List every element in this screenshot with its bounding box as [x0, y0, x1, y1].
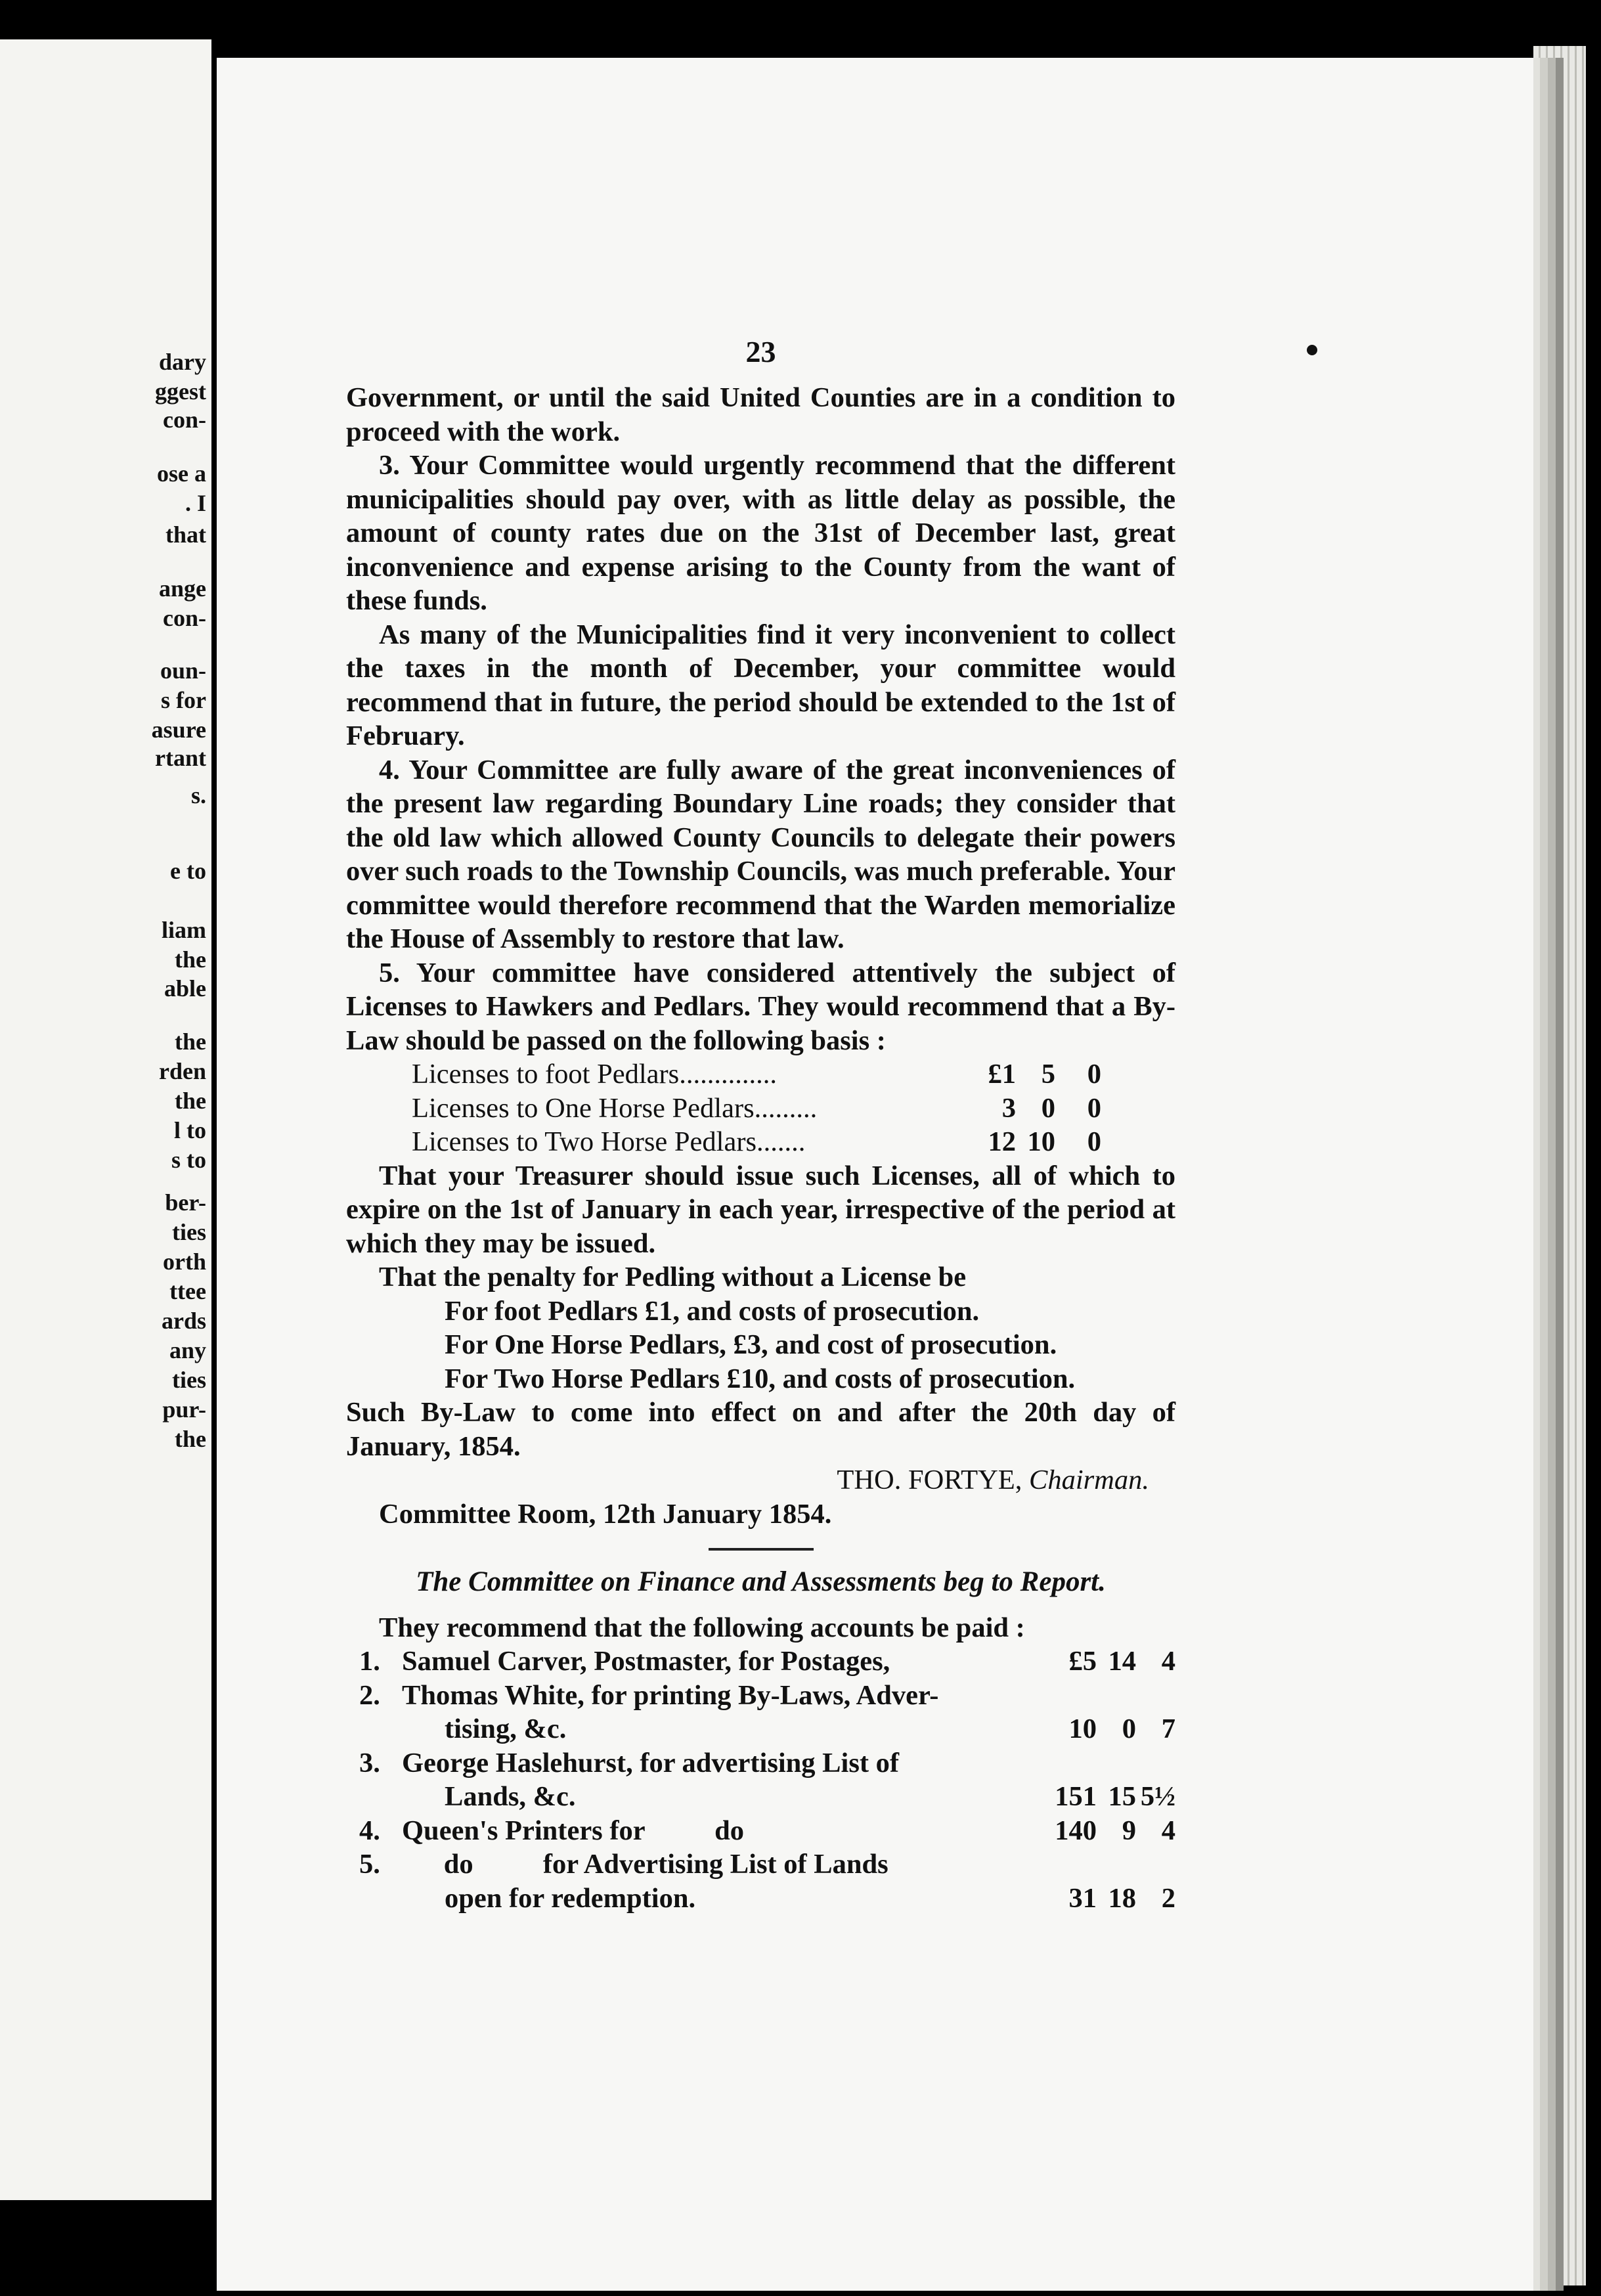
license-label: Licenses to Two Horse Pedlars.......: [412, 1126, 806, 1157]
left-page-fragment: con-: [163, 407, 206, 433]
page-number: 23: [745, 335, 776, 368]
account-pounds: £5: [1068, 1646, 1097, 1677]
account-description: George Haslehurst, for advertising List of: [402, 1747, 900, 1778]
finance-intro: They recommend that the following accounts be paid :: [379, 1612, 1025, 1643]
left-page-fragment: s.: [190, 782, 206, 808]
left-page-fragment: rtant: [155, 745, 206, 771]
account-pence: 5½: [1140, 1781, 1175, 1812]
account-pounds: 31: [1068, 1882, 1097, 1914]
account-item-continued: [346, 1780, 1175, 1814]
left-page-fragment: e to: [170, 858, 206, 884]
left-page-fragment: l to: [174, 1117, 206, 1143]
account-item-continued: [346, 1882, 1175, 1916]
left-page: [0, 39, 211, 2200]
bylaw-effect: Such By-Law to come into effect on and after the 20th day of January, 1854.: [346, 1397, 1175, 1462]
left-page-fragment: pur-: [162, 1396, 206, 1423]
signature-name: THO. FORTYE,: [837, 1465, 1022, 1495]
committee-room-date: Committee Room, 12th January 1854.: [379, 1498, 832, 1530]
left-page-fragment: ttee: [169, 1278, 206, 1304]
left-page-fragment: the: [175, 1426, 206, 1452]
account-number: 1.: [359, 1646, 380, 1677]
account-pence: 4: [1161, 1815, 1175, 1846]
account-shillings: 9: [1122, 1815, 1136, 1846]
account-description: Queen's Printers for do: [402, 1815, 744, 1846]
account-pence: 7: [1161, 1713, 1175, 1744]
signature: [346, 1463, 1175, 1497]
account-shillings: 0: [1122, 1713, 1136, 1744]
left-page-fragment: able: [164, 975, 206, 1002]
section-divider: [709, 1548, 814, 1551]
license-pounds: 12: [988, 1126, 1016, 1157]
license-row: [346, 1092, 1175, 1126]
license-pence: 0: [1087, 1092, 1101, 1124]
account-shillings: 15: [1108, 1781, 1136, 1812]
left-page-fragment: oun-: [160, 657, 206, 684]
left-page-fragment: ose a: [157, 460, 206, 487]
penalty-line: For foot Pedlars £1, and costs of prosecution.: [445, 1295, 980, 1327]
account-shillings: 14: [1108, 1646, 1136, 1677]
license-pounds: £1: [988, 1059, 1016, 1090]
account-pounds: 151: [1055, 1781, 1097, 1812]
left-page-fragment: asure: [151, 717, 206, 743]
left-page-fragment: s for: [161, 687, 206, 713]
account-description: Thomas White, for printing By-Laws, Adver-: [402, 1679, 939, 1711]
paragraph-municipalities: As many of the Municipalities find it very inconvenient to collect the taxes in the month of December, your committee would recommend that in future, the period should be extended to the 1st of February.: [346, 619, 1175, 751]
account-number: 5.: [359, 1849, 380, 1880]
license-row: [346, 1057, 1175, 1092]
account-description: Samuel Carver, Postmaster, for Postages,: [402, 1646, 890, 1677]
penalty-line: For Two Horse Pedlars £10, and costs of prosecution.: [445, 1363, 1076, 1394]
account-item: [346, 1679, 1175, 1713]
account-description: tising, &c.: [445, 1713, 567, 1744]
signature-title: Chairman.: [1028, 1465, 1149, 1495]
account-description: Lands, &c.: [445, 1781, 576, 1812]
license-shillings: 0: [1041, 1092, 1055, 1124]
account-number: 2.: [359, 1679, 380, 1711]
left-page-fragment: ties: [172, 1219, 206, 1245]
left-page-fragment: any: [169, 1337, 206, 1363]
account-item: [346, 1847, 1175, 1882]
account-shillings: 18: [1108, 1882, 1136, 1914]
paragraph-item-5: 5. Your committee have considered attentively the subject of Licenses to Hawkers and Pedlars. They would recommend that a By-Law should be passed on the following basis :: [346, 957, 1175, 1056]
left-page-fragment: ange: [159, 575, 206, 602]
account-item: [346, 1746, 1175, 1780]
license-label: Licenses to One Horse Pedlars.........: [412, 1092, 818, 1124]
left-page-fragment: rden: [159, 1058, 206, 1084]
account-pounds: 10: [1068, 1713, 1097, 1744]
license-shillings: 5: [1041, 1059, 1055, 1090]
account-pence: 2: [1161, 1882, 1175, 1914]
left-page-fragment: ber-: [165, 1189, 206, 1216]
paragraph-government: Government, or until the said United Counties are in a condition to proceed with the work.: [346, 382, 1175, 447]
left-page-fragment: orth: [163, 1248, 206, 1275]
license-pounds: 3: [1001, 1092, 1016, 1124]
license-pence: 0: [1087, 1059, 1101, 1090]
penalty-intro: That the penalty for Pedling without a License be: [379, 1262, 967, 1292]
licenses-table: [346, 1057, 1175, 1159]
accounts-list: [346, 1645, 1175, 1915]
license-label: Licenses to foot Pedlars..............: [412, 1059, 777, 1090]
left-page-fragment: ties: [172, 1367, 206, 1393]
penalty-line: For One Horse Pedlars, £3, and cost of prosecution.: [445, 1329, 1057, 1360]
left-page-fragment: con-: [163, 605, 206, 631]
account-item: [346, 1814, 1175, 1848]
license-row: [346, 1125, 1175, 1159]
account-item: [346, 1645, 1175, 1679]
account-number: 3.: [359, 1747, 380, 1778]
left-page-fragment: . I: [185, 490, 206, 516]
paragraph-treasurer: That your Treasurer should issue such Licenses, all of which to expire on the 1st of January in each year, irrespective of the period at which they may be issued.: [346, 1160, 1175, 1259]
left-page-fragment: the: [175, 1088, 206, 1114]
account-description: open for redemption.: [445, 1882, 696, 1914]
license-shillings: 10: [1027, 1126, 1055, 1157]
left-page-fragment: ards: [161, 1308, 206, 1334]
left-page-fragment: that: [165, 521, 206, 548]
left-page-fragment: the: [175, 1028, 206, 1055]
left-page-fragment: ggest: [155, 378, 206, 405]
left-page-fragment: s to: [171, 1147, 206, 1173]
account-item-continued: [346, 1712, 1175, 1746]
ink-dot: [1307, 345, 1317, 355]
left-page-fragment: liam: [162, 917, 206, 943]
left-page-fragment: the: [175, 946, 206, 973]
account-pence: 4: [1161, 1646, 1175, 1677]
left-page-fragment: dary: [159, 349, 206, 375]
account-number: 4.: [359, 1815, 380, 1846]
page-edges: [1533, 46, 1586, 2285]
paragraph-item-4: 4. Your Committee are fully aware of the great inconveniences of the present law regarding Boundary Line roads; they consider that the old law which allowed County Councils to delegate their powers over such roads to the Township Councils, was much preferable. Your committee would therefore recommend that the Warden memorialize the House of Assembly to restore that law.: [346, 754, 1175, 954]
license-pence: 0: [1087, 1126, 1101, 1157]
page-text: [346, 335, 1175, 1915]
account-description: do for Advertising List of Lands: [402, 1849, 888, 1880]
finance-heading: The Committee on Finance and Assessments beg to Report.: [416, 1566, 1106, 1597]
account-pounds: 140: [1055, 1815, 1097, 1846]
paragraph-item-3: 3. Your Committee would urgently recommend that the different municipalities should pay over, with as little delay as possible, the amount of county rates due on the 31st of December last, great inconvenience and expense arising to the County from the want of these funds.: [346, 450, 1175, 616]
